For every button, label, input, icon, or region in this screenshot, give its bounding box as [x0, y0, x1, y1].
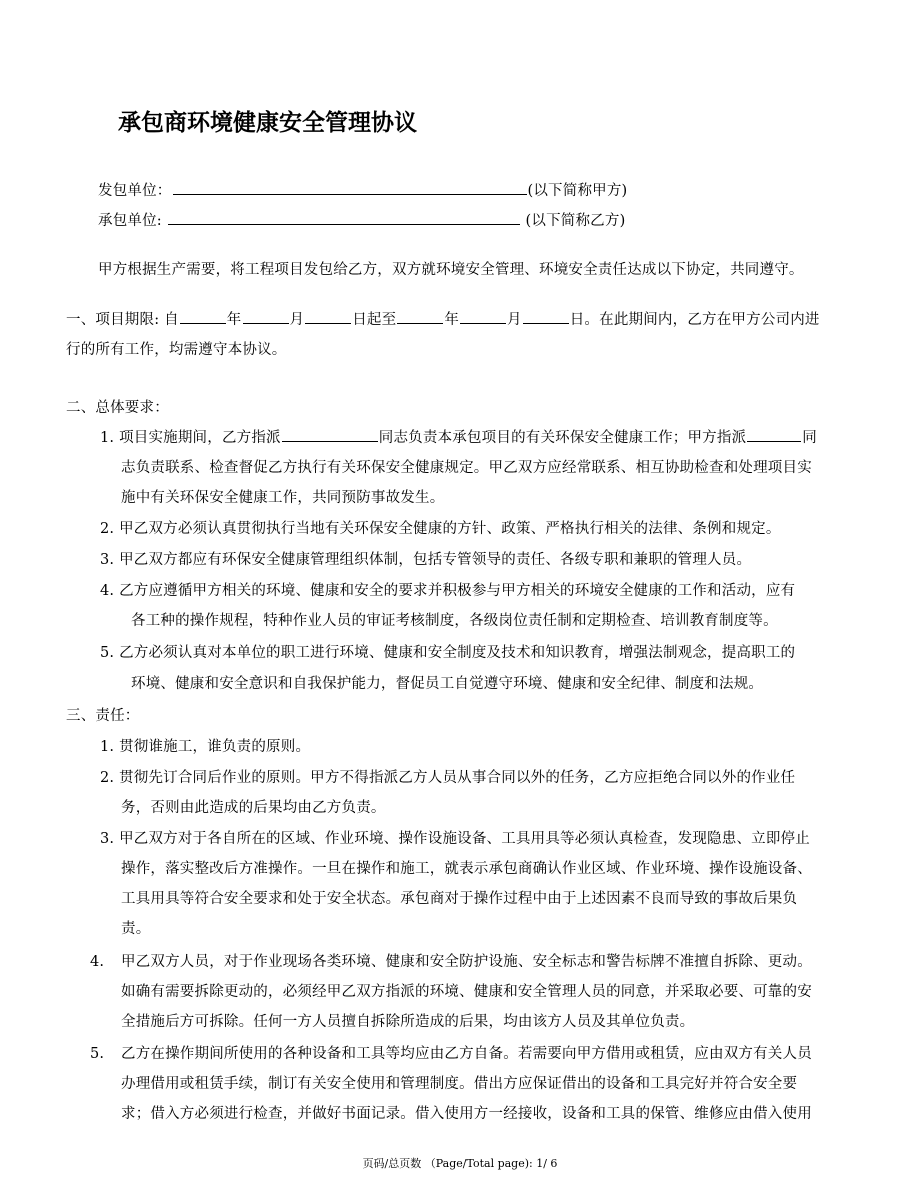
intro-paragraph: 甲方根据生产需要，将工程项目发包给乙方，双方就环境安全管理、环境安全责任达成以下协定，共同遵守。: [98, 262, 804, 278]
item-number: 1.: [100, 430, 115, 446]
employer-line: [98, 180, 627, 202]
end-month-blank[interactable]: [460, 309, 506, 324]
start-year-blank[interactable]: [180, 309, 226, 324]
section2-item5-line2: 环境、健康和安全意识和自我保护能力，督促员工自觉遵守环境、健康和安全纪律、制度和法规。: [131, 676, 764, 692]
employer-label: 发包单位：: [98, 183, 172, 199]
year-label: 年: [444, 312, 460, 328]
day-end-label: 日。在此期间内，乙方在甲方公司内进: [569, 312, 820, 328]
item-text: 乙方应遵循甲方相关的环境、健康和安全的要求并积极参与甲方相关的环境安全健康的工作和活动，应有: [119, 583, 796, 599]
section1-line2: 行的所有工作，均需遵守本协议。: [66, 342, 287, 358]
section2-item3: [100, 549, 751, 571]
item-number: 5.: [100, 645, 115, 661]
start-month-blank[interactable]: [243, 309, 289, 324]
section3-item4-line2: 如确有需要拆除更动的，必须经甲乙双方指派的环境、健康和安全管理人员的同意，并采取必要、可靠的安: [121, 984, 812, 1000]
year-label: 年: [226, 312, 242, 328]
section2-item2: [100, 518, 781, 540]
item-text: 甲乙双方对于各自所在的区域、作业环境、操作设施设备、工具用具等必须认真检查，发现隐患、立即停止: [119, 831, 810, 847]
item-number: 5.: [90, 1046, 105, 1062]
contractor-label: 承包单位:: [98, 213, 167, 229]
item-text: 同: [802, 430, 817, 446]
section3-item4-line3: 全措施后方可拆除。任何一方人员擅自拆除所造成的后果，均由该方人员及其单位负责。: [121, 1014, 695, 1030]
item-number: 3.: [100, 552, 115, 568]
section3-item3-line4: 责。: [121, 921, 151, 937]
end-day-blank[interactable]: [523, 309, 569, 324]
contractor-line: [98, 210, 625, 232]
section3-item3-line3: 工具用具等符合安全要求和处于安全状态。承包商对于操作过程中由于上述因素不良而导致的事故后果负: [121, 891, 798, 907]
item-text: 贯彻先订合同后作业的原则。甲方不得指派乙方人员从事合同以外的任务，乙方应拒绝合同以外的作业任: [119, 770, 796, 786]
section2-heading: 二、总体要求：: [66, 400, 169, 416]
month-label: 月: [507, 312, 522, 328]
section3-item1: [100, 736, 310, 758]
item-text: 贯彻谁施工，谁负责的原则。: [119, 739, 311, 755]
page-footer: 页码/总页数 （Page/Total page): 1/ 6: [362, 1157, 558, 1170]
item-text: 乙方在操作期间所使用的各种设备和工具等均应由乙方自备。若需要向甲方借用或租赁，应由双方有关人员: [121, 1046, 812, 1062]
section3-item3-line2: 操作，落实整改后方准操作。一旦在操作和施工，就表示承包商确认作业区域、作业环境、操作设施设备、: [121, 861, 812, 877]
document-title: 承包商环境健康安全管理协议: [118, 110, 417, 136]
item-number: 2.: [100, 770, 115, 786]
section2-item1-line3: 施中有关环保安全健康工作，共同预防事故发生。: [121, 490, 445, 506]
item-text: 乙方必须认真对本单位的职工进行环境、健康和安全制度及技术和知识教育，增强法制观念，提高职工的: [119, 645, 796, 661]
item-text: 甲乙双方必须认真贯彻执行当地有关环保安全健康的方针、政策、严格执行相关的法律、条例和规定。: [119, 521, 781, 537]
end-year-blank[interactable]: [397, 309, 443, 324]
item-text: 同志负责本承包项目的有关环保安全健康工作；甲方指派: [378, 430, 747, 446]
section3-item4-line1: [90, 951, 812, 973]
section3-item2-line2: 务，否则由此造成的后果均由乙方负责。: [121, 800, 386, 816]
section3-item5-line1: [90, 1043, 812, 1065]
month-label: 月: [289, 312, 305, 328]
contractor-blank[interactable]: [168, 210, 520, 225]
section2-item1-line1: [100, 427, 817, 449]
section2-item5-line1: [100, 642, 795, 664]
section2-item1-line2: 志负责联系、检查督促乙方执行有关环保安全健康规定。甲乙双方应经常联系、相互协助检查和处理项目实: [121, 460, 812, 476]
section3-heading: 三、责任：: [66, 708, 140, 724]
section3-item5-line3: 求；借入方必须进行检查，并做好书面记录。借入使用方一经接收，设备和工具的保管、维修应由借入使用: [121, 1106, 812, 1122]
section1-line1: [66, 309, 820, 331]
item-text: 甲乙双方都应有环保安全健康管理组织体制，包括专管领导的责任、各级专职和兼职的管理人员。: [119, 552, 752, 568]
item-number: 3.: [100, 831, 115, 847]
item-number: 4.: [100, 583, 115, 599]
start-day-blank[interactable]: [305, 309, 351, 324]
section2-item4-line1: [100, 580, 795, 602]
contractor-suffix: (以下简称乙方): [520, 213, 626, 229]
item-number: 4.: [90, 954, 105, 970]
section3-item5-line2: 办理借用或租赁手续，制订有关安全使用和管理制度。借出方应保证借出的设备和工具完好并符合安全要: [121, 1076, 798, 1092]
section2-item4-line2: 各工种的操作规程，特种作业人员的审证考核制度，各级岗位责任制和定期检查、培训教育制度等。: [131, 613, 778, 629]
item-text: 项目实施期间，乙方指派: [119, 430, 281, 446]
item-text: 甲乙双方人员，对于作业现场各类环境、健康和安全防护设施、安全标志和警告标牌不准擅自拆除、更动。: [121, 954, 812, 970]
section1-heading: 一、项目期限: 自: [66, 312, 179, 328]
employer-blank[interactable]: [173, 180, 527, 195]
employer-suffix: (以下简称甲方): [527, 183, 628, 199]
employer-rep-blank[interactable]: [747, 427, 801, 442]
item-number: 2.: [100, 521, 115, 537]
item-number: 1.: [100, 739, 115, 755]
day-from-label: 日起至: [352, 312, 397, 328]
section3-item3-line1: [100, 828, 810, 850]
contractor-rep-blank[interactable]: [282, 427, 378, 442]
section3-item2-line1: [100, 767, 795, 789]
